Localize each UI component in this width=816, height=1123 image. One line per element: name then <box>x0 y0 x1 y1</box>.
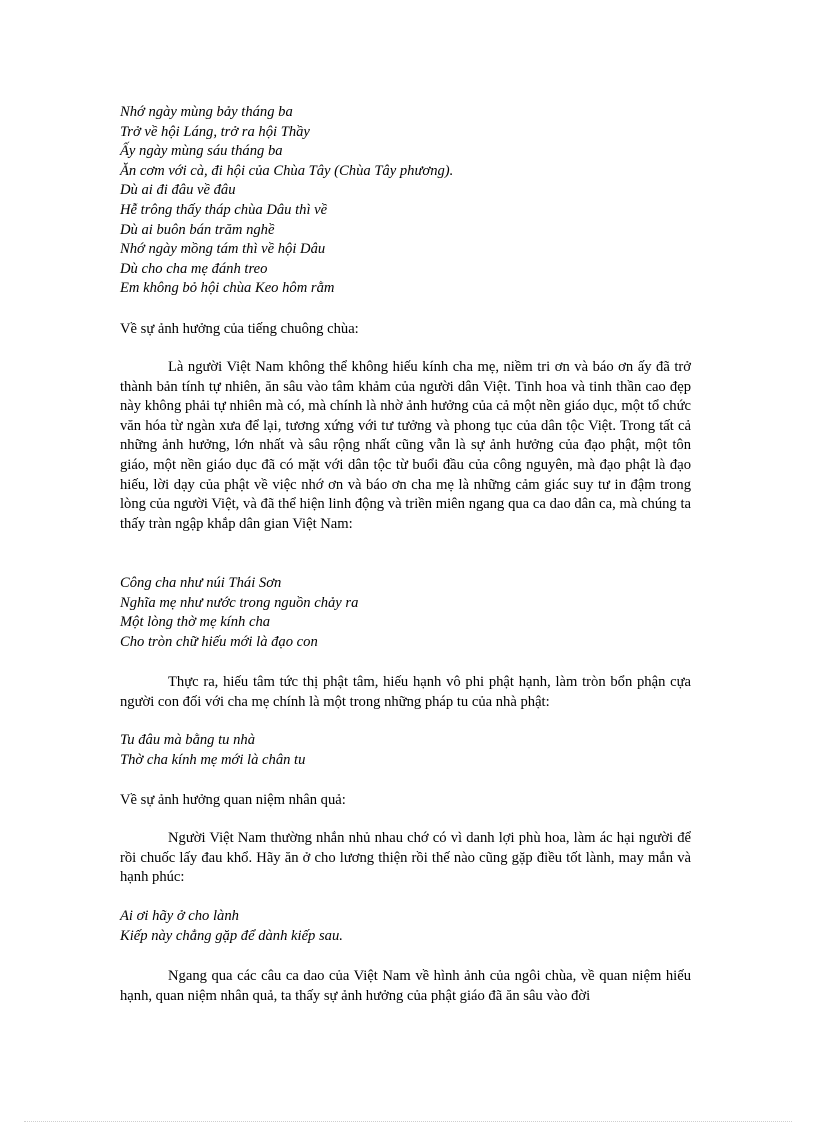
paragraph-buddha-heart: Thực ra, hiếu tâm tức thị phật tâm, hiếu hạnh vô phi phật hạnh, làm tròn bổn phận cựa người con đối với cha mẹ chính là một trong những pháp tu của nhà phật: <box>120 674 691 710</box>
poem-line: Em không bỏ hội chùa Keo hôm rằm <box>120 280 335 297</box>
poem-line: Cho tròn chữ hiếu mới là đạo con <box>120 633 318 650</box>
poem-line: Ấy ngày mùng sáu tháng ba <box>120 143 283 160</box>
section-heading-bell: Về sự ảnh hưởng của tiếng chuông chùa: <box>120 321 359 337</box>
poem-stanza-home-practice <box>120 731 305 770</box>
poem-stanza-pagodas <box>120 103 453 299</box>
page-bottom-border <box>24 1121 792 1122</box>
section-heading-karma: Về sự ảnh hưởng quan niệm nhân quả: <box>120 792 346 808</box>
poem-line: Dù ai buôn bán trăm nghề <box>120 221 275 238</box>
poem-line: Kiếp này chẳng gặp để dành kiếp sau. <box>120 927 343 944</box>
poem-line: Ai ơi hãy ở cho lành <box>120 908 239 924</box>
poem-line: Hễ trông thấy tháp chùa Dâu thì về <box>120 201 328 218</box>
paragraph-filial-piety: Là người Việt Nam không thể không hiếu kính cha mẹ, niềm tri ơn và báo ơn ấy đã trở thành bản tính tự nhiên, ăn sâu vào tâm khảm của người dân Việt. Tinh hoa và tinh thần cao đẹp này không phải tự nhiên mà có, mà chính là nhờ ảnh hưởng của cả một nền giáo dục, một tổ chức văn hóa từ ngàn xưa để lại, tương xứng với tư tưởng và phong tục của dân tộc Việt. Trong tất cả những ảnh hưởng, lớn nhất và sâu rộng nhất cũng vẫn là sự ảnh hưởng của đạo phật, một tôn giáo, một nền giáo dục đã có mặt với dân tộc từ buổi đầu của công nguyên, mà đạo phật là đạo hiếu, lời dạy của phật về việc nhớ ơn và báo ơn cha mẹ là những cảm giác suy tư in đậm trong lòng của người Việt, và đã thể hiện linh động và triền miên ngang qua ca dao dân ca, mà chúng ta thấy tràn ngập khắp dân gian Việt Nam: <box>120 359 691 532</box>
poem-line: Trở về hội Láng, trở ra hội Thầy <box>120 123 310 140</box>
paragraph-conclusion: Ngang qua các câu ca dao của Việt Nam về hình ảnh của ngôi chùa, về quan niệm hiếu hạnh, quan niệm nhân quả, ta thấy sự ảnh hưởng của phật giáo đã ăn sâu vào đời <box>120 968 691 1004</box>
poem-line: Nhớ ngày mồng tám thì về hội Dâu <box>120 241 326 258</box>
poem-line: Một lòng thờ mẹ kính cha <box>120 614 271 631</box>
poem-line: Ăn cơm với cà, đi hội của Chùa Tây (Chùa Tây phương). <box>120 162 454 179</box>
poem-line: Thờ cha kính mẹ mới là chân tu <box>120 751 306 768</box>
poem-stanza-parents <box>120 574 358 652</box>
poem-line: Tu đâu mà bằng tu nhà <box>120 732 256 748</box>
poem-stanza-kindness <box>120 907 343 946</box>
poem-line: Dù cho cha mẹ đánh treo <box>120 260 268 277</box>
poem-line: Công cha như núi Thái Sơn <box>120 575 282 591</box>
poem-line: Nhớ ngày mùng bảy tháng ba <box>120 104 293 120</box>
poem-line: Dù ai đi đâu về đâu <box>120 182 236 199</box>
paragraph-karma: Người Việt Nam thường nhắn nhủ nhau chớ có vì danh lợi phù hoa, làm ác hại người để rồi chuốc lấy đau khổ. Hãy ăn ở cho lương thiện rồi thế nào cũng gặp điều tốt lành, may mắn và hạnh phúc: <box>120 830 691 886</box>
poem-line: Nghĩa mẹ như nước trong nguồn chảy ra <box>120 594 359 611</box>
